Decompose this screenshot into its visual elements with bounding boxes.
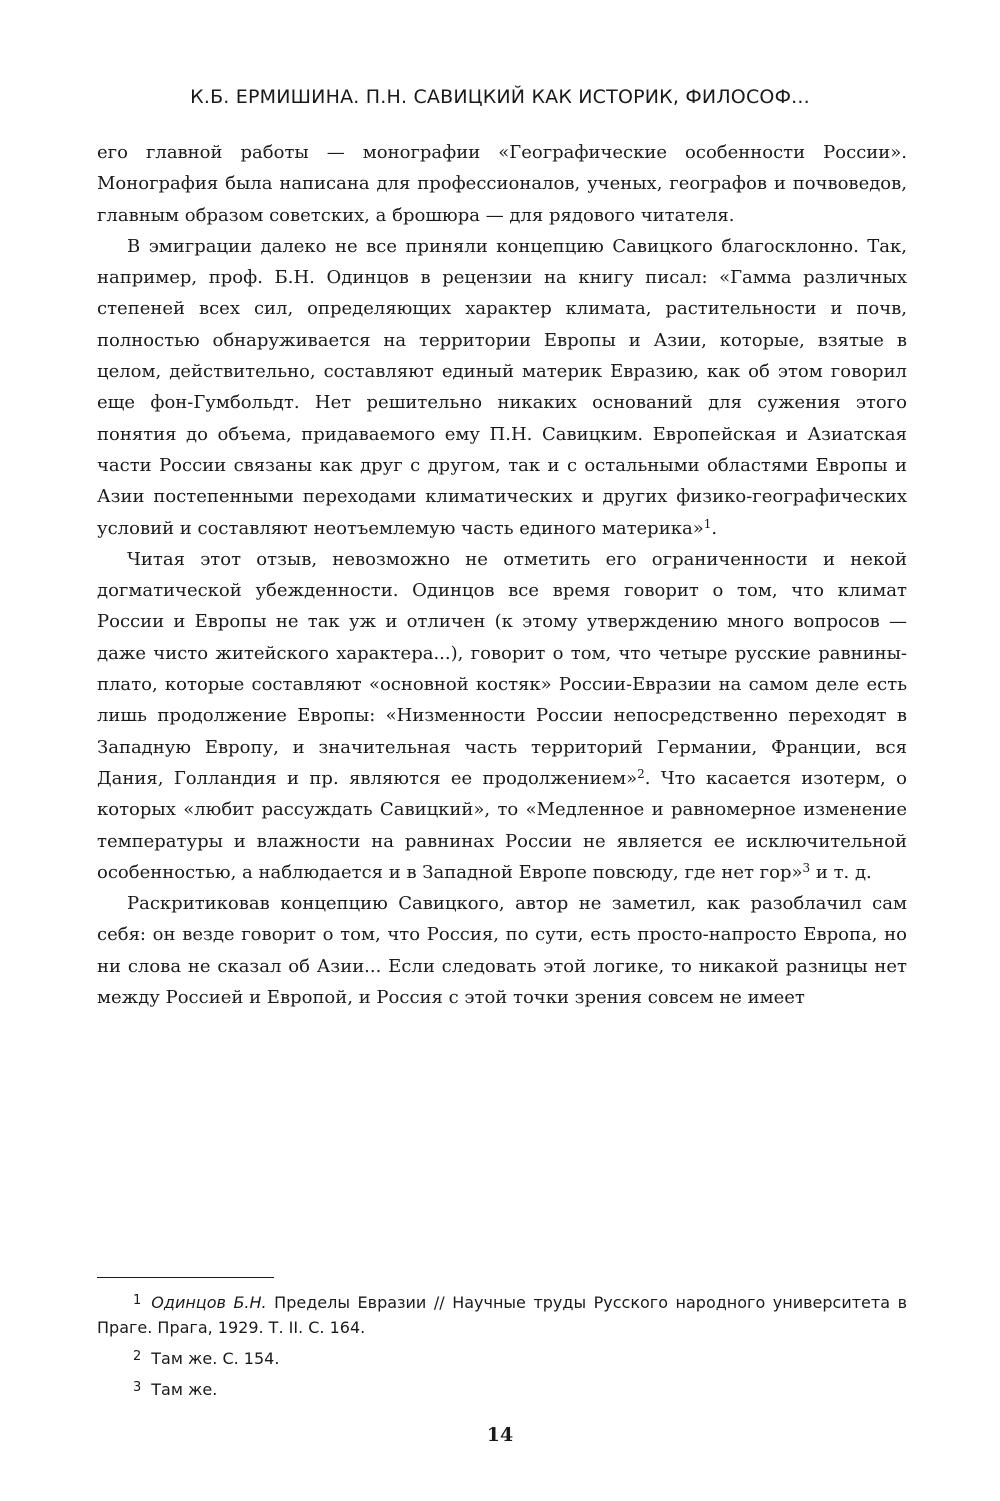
- paragraph-1: его главной работы — монографии «Географические особенности России». Монография была написана для профессионалов, ученых, географов и почвоведов, главным образом советских, а брошюра — для рядового читателя.: [97, 142, 907, 226]
- paragraph-4: Раскритиковав концепцию Савицкого, автор не заметил, как разоблачил сам себя: он везде говорит о том, что Россия, по сути, есть просто-напросто Европа, но ни слова не сказал об Азии... Если следовать этой логике, то никакой разницы нет между Россией и Европой, и Россия с этой точки зрения совсем не имеет: [97, 893, 907, 1009]
- footnote-3-number: 3: [133, 1380, 142, 1395]
- footnote-1: [97, 1288, 907, 1340]
- footnote-1-author: Одинцов Б.Н.: [151, 1293, 267, 1312]
- footnote-2-number: 2: [133, 1349, 142, 1364]
- paragraph-3-text-b: . Что касается изотерм, о которых «любит рассуждать Савицкий», то «Медленное и равномерное изменение температуры и влажности на равнинах России не является ее исключительной особенностью, а наблюдается и в Западной Европе повсюду, где нет гор»: [97, 767, 907, 883]
- footnote-2: [97, 1344, 907, 1371]
- footnote-1-number: 1: [133, 1293, 142, 1308]
- footnotes: [97, 1288, 907, 1406]
- footnote-3-text: Там же.: [151, 1380, 218, 1399]
- footnote-3: [97, 1375, 907, 1402]
- paragraph-3-text-a: Читая этот отзыв, невозможно не отметить его ограниченности и некой догматической убежденности. Одинцов все время говорит о том, что климат России и Европы не так уж и отличен (к этому утверждению много вопросов — даже чисто житейского характера...), говорит о том, что четыре русские равнины-плато, которые составляют «основной костяк» России-Евразии на самом деле есть лишь продолжение Европы: «Низменности России непосредственно переходят в Западную Европу, и значительная часть территорий Германии, Франции, вся Дания, Голландия и пр. являются ее продолжением»: [97, 548, 907, 789]
- running-header: К.Б. ЕРМИШИНА. П.Н. САВИЦКИЙ КАК ИСТОРИК, ФИЛОСОФ...: [190, 86, 810, 108]
- footnote-2-text: Там же. С. 154.: [151, 1349, 280, 1368]
- footnote-divider: [97, 1277, 274, 1278]
- footnote-ref-1[interactable]: 1: [703, 516, 712, 531]
- page-number: 14: [486, 1424, 514, 1446]
- footnote-1-text: Пределы Евразии // Научные труды Русского народного университета в Праге. Прага, 1929. Т. II. С. 164.: [97, 1293, 908, 1337]
- paragraph-2: В эмиграции далеко не все приняли концепцию Савицкого благосклонно. Так, например, проф. Б.Н. Одинцов в рецензии на книгу писал: «Гамма различных степеней всех сил, определяющих характер климата, растительности и почв, полностью обнаруживается на территории Европы и Азии, которые, взятые в целом, действительно, составляют единый материк Евразию, как об этом говорил еще фон-Гумбольдт. Нет решительно никаких оснований для сужения этого понятия до объема, придаваемого ему П.Н. Савицким. Европейская и Азиатская части России связаны как друг с другом, так и с остальными областями Европы и Азии постепенными переходами климатических и других физико-географических условий и составляют неотъемлемую часть единого материка»$^1$.: [97, 235, 907, 539]
- footnote-ref-2[interactable]: 2: [637, 766, 645, 781]
- paragraph-3: [97, 544, 907, 888]
- footnote-ref-3[interactable]: 3: [802, 860, 811, 875]
- main-text: [97, 137, 907, 1013]
- paragraph-3-text-c: и т. д.: [810, 861, 872, 883]
- paragraph-2-text: В эмиграции далеко не все приняли концепцию Савицкого благосклонно. Так, например, проф. Б.Н. Одинцов в рецензии на книгу писал: «Гамма различных степеней всех сил, определяющих характер климата, растительности и почв, полностью обнаруживается на территории Европы и Азии, которые, взятые в целом, действительно, составляют единый материк Евразию, как об этом говорил еще фон-Гумбольдт. Нет решительно никаких оснований для сужения этого понятия до объема, придаваемого ему П.Н. Савицким. Европейская и Азиатская части России связаны как друг с другом, так и с остальными областями Европы и Азии постепенными переходами климатических и других физико-географических условий и составляют неотъемлемую часть единого материка»: [97, 235, 907, 539]
